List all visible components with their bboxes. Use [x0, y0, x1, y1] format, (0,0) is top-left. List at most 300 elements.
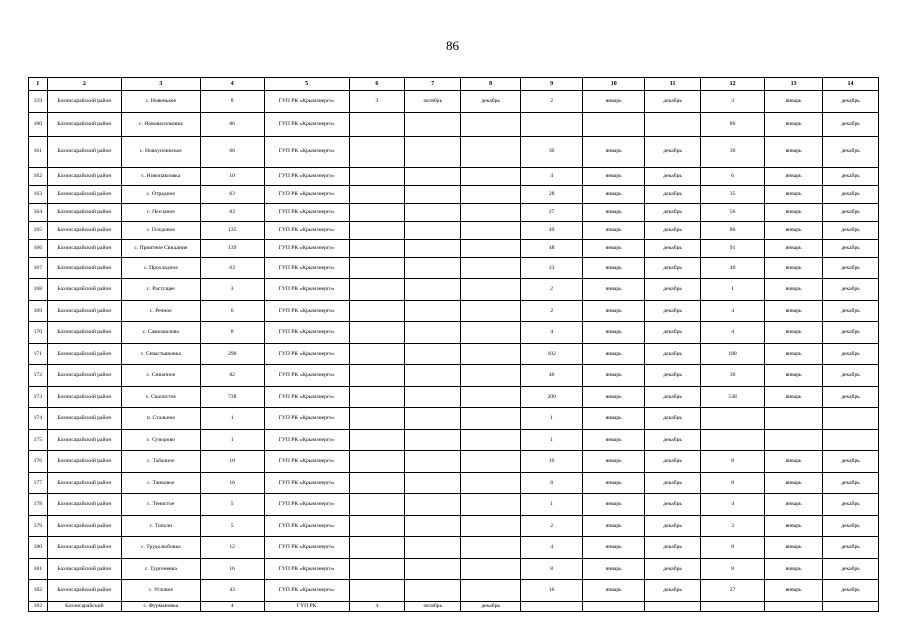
- table-cell: с. Табачное: [122, 451, 201, 473]
- table-cell: декабрь: [823, 386, 879, 408]
- table-cell: январь: [765, 515, 823, 537]
- table-cell: январь: [583, 580, 645, 602]
- table-cell: 12: [200, 537, 264, 559]
- table-cell: декабрь: [645, 91, 701, 113]
- table-cell: декабрь: [645, 451, 701, 473]
- table-cell: Бахчисарайский район: [47, 429, 121, 451]
- table-cell: [349, 580, 405, 602]
- table-cell: 2: [521, 91, 583, 113]
- table-cell: с. Речное: [122, 300, 201, 322]
- table-cell: декабрь: [645, 136, 701, 167]
- table-cell: [405, 322, 461, 344]
- table-cell: 738: [200, 386, 264, 408]
- table-cell: с. Тургеневка: [122, 558, 201, 580]
- table-cell: декабрь: [645, 537, 701, 559]
- table-cell: январь: [765, 537, 823, 559]
- column-header: 4: [200, 78, 264, 91]
- table-row: [29, 386, 879, 408]
- table-cell: [405, 386, 461, 408]
- table-cell: 8: [701, 537, 765, 559]
- table-cell: 4: [701, 322, 765, 344]
- column-header: 5: [264, 78, 349, 91]
- table-cell: ГУП РК «Крымэнерго»: [264, 91, 349, 113]
- table-cell: январь: [583, 365, 645, 387]
- table-cell: 3: [701, 515, 765, 537]
- table-cell: 30: [521, 136, 583, 167]
- table-cell: январь: [765, 221, 823, 239]
- table-cell: декабрь: [461, 91, 521, 113]
- table-cell: ГУП РК «Крымэнерго»: [264, 203, 349, 221]
- table-row: [29, 167, 879, 185]
- table-cell: ГУП РК «Крымэнерго»: [264, 408, 349, 430]
- table-cell: [701, 429, 765, 451]
- table-cell: 135: [200, 221, 264, 239]
- table-cell: январь: [583, 203, 645, 221]
- table-cell: [349, 429, 405, 451]
- table-cell: январь: [765, 112, 823, 136]
- table-cell: 102: [521, 343, 583, 365]
- table-cell: Бахчисарайский район: [47, 515, 121, 537]
- table-cell: 171: [29, 343, 48, 365]
- table-cell: 188: [701, 343, 765, 365]
- table-cell: Бахчисарайский район: [47, 451, 121, 473]
- table-cell: [461, 451, 521, 473]
- table-cell: январь: [583, 515, 645, 537]
- table-cell: 2: [521, 300, 583, 322]
- table-cell: Бахчисарайский район: [47, 365, 121, 387]
- table-cell: декабрь: [823, 494, 879, 516]
- table-cell: декабрь: [823, 136, 879, 167]
- table-cell: 16: [521, 580, 583, 602]
- table-cell: с. Синапное: [122, 365, 201, 387]
- table-cell: 16: [200, 558, 264, 580]
- table-cell: [461, 537, 521, 559]
- table-cell: январь: [583, 185, 645, 203]
- table-row: [29, 300, 879, 322]
- table-cell: с. Песчаное: [122, 203, 201, 221]
- table-cell: декабрь: [645, 203, 701, 221]
- column-header: 6: [349, 78, 405, 91]
- table-cell: [405, 279, 461, 301]
- table-cell: Бахчисарайский район: [47, 112, 121, 136]
- table-row: [29, 451, 879, 473]
- table-cell: п. Стальное: [122, 408, 201, 430]
- table-cell: 180: [29, 537, 48, 559]
- table-cell: декабрь: [823, 472, 879, 494]
- table-cell: 8: [521, 558, 583, 580]
- table-cell: Бахчисарайский район: [47, 136, 121, 167]
- table-cell: январь: [583, 451, 645, 473]
- table-cell: [765, 601, 823, 611]
- table-cell: 4: [521, 167, 583, 185]
- column-header: 12: [701, 78, 765, 91]
- table-cell: с. Приятное Свидание: [122, 239, 201, 257]
- table-cell: с. Танковое: [122, 472, 201, 494]
- table-cell: 160: [29, 112, 48, 136]
- table-cell: [405, 300, 461, 322]
- table-cell: 179: [29, 515, 48, 537]
- table-cell: [349, 257, 405, 279]
- table-cell: [461, 279, 521, 301]
- table-cell: январь: [765, 558, 823, 580]
- table-cell: [461, 239, 521, 257]
- column-header: 9: [521, 78, 583, 91]
- table-cell: 2: [521, 279, 583, 301]
- table-cell: 178: [29, 494, 48, 516]
- table-cell: январь: [765, 279, 823, 301]
- table-cell: с. Новенькое: [122, 91, 201, 113]
- table-cell: январь: [765, 343, 823, 365]
- table-cell: декабрь: [823, 537, 879, 559]
- table-cell: январь: [583, 300, 645, 322]
- table-cell: ГУП РК «Крымэнерго»: [264, 112, 349, 136]
- table-cell: декабрь: [823, 203, 879, 221]
- table-cell: 168: [29, 279, 48, 301]
- column-header: 13: [765, 78, 823, 91]
- table-cell: 170: [29, 322, 48, 344]
- table-cell: [405, 494, 461, 516]
- table-cell: 91: [701, 239, 765, 257]
- table-cell: Бахчисарайский район: [47, 580, 121, 602]
- table-row: [29, 558, 879, 580]
- table-row: [29, 365, 879, 387]
- table-cell: 166: [29, 239, 48, 257]
- table-cell: 8: [521, 472, 583, 494]
- table-cell: ГУП РК «Крымэнерго»: [264, 365, 349, 387]
- table-cell: [701, 601, 765, 611]
- table-cell: ГУП РК «Крымэнерго»: [264, 279, 349, 301]
- table-cell: декабрь: [645, 558, 701, 580]
- table-cell: 27: [521, 203, 583, 221]
- table-cell: декабрь: [823, 322, 879, 344]
- table-cell: декабрь: [823, 257, 879, 279]
- table-cell: декабрь: [645, 472, 701, 494]
- table-cell: [349, 472, 405, 494]
- table-cell: 176: [29, 451, 48, 473]
- table-cell: Бахчисарайский район: [47, 343, 121, 365]
- table-cell: [349, 408, 405, 430]
- column-header: 11: [645, 78, 701, 91]
- table-cell: [349, 494, 405, 516]
- table-cell: [461, 257, 521, 279]
- table-cell: [461, 322, 521, 344]
- table-cell: декабрь: [823, 167, 879, 185]
- table-cell: декабрь: [823, 515, 879, 537]
- table-cell: [461, 136, 521, 167]
- table-cell: [349, 203, 405, 221]
- column-header: 10: [583, 78, 645, 91]
- table-cell: [583, 601, 645, 611]
- table-cell: [349, 300, 405, 322]
- table-cell: 4: [349, 601, 405, 611]
- table-cell: 36: [701, 365, 765, 387]
- table-cell: декабрь: [823, 91, 879, 113]
- table-cell: 3: [200, 279, 264, 301]
- table-cell: 35: [701, 185, 765, 203]
- table-cell: с. Растущее: [122, 279, 201, 301]
- table-cell: 4: [701, 300, 765, 322]
- table-cell: 86: [200, 112, 264, 136]
- table-cell: октябрь: [405, 91, 461, 113]
- table-cell: ГУП РК «Крымэнерго»: [264, 167, 349, 185]
- table-cell: [461, 558, 521, 580]
- table-cell: с. Прохладное: [122, 257, 201, 279]
- column-header: 1: [29, 78, 48, 91]
- table-cell: [349, 221, 405, 239]
- table-row: [29, 515, 879, 537]
- table-cell: Бахчисарайский район: [47, 558, 121, 580]
- table-cell: Бахчисарайский район: [47, 300, 121, 322]
- table-cell: [765, 429, 823, 451]
- table-cell: декабрь: [461, 601, 521, 611]
- table-row: [29, 112, 879, 136]
- table-cell: 63: [200, 257, 264, 279]
- table-cell: ГУП РК «Крымэнерго»: [264, 494, 349, 516]
- table-cell: январь: [765, 136, 823, 167]
- table-cell: 139: [200, 239, 264, 257]
- table-row: [29, 239, 879, 257]
- table-cell: 63: [200, 185, 264, 203]
- table-cell: [349, 322, 405, 344]
- table-cell: 82: [200, 365, 264, 387]
- table-cell: с. Плодовое: [122, 221, 201, 239]
- table-cell: декабрь: [645, 221, 701, 239]
- table-cell: Бахчисарайский район: [47, 91, 121, 113]
- table-cell: 83: [200, 203, 264, 221]
- table-cell: 290: [200, 343, 264, 365]
- table-cell: декабрь: [645, 185, 701, 203]
- table-cell: [583, 112, 645, 136]
- table-cell: 177: [29, 472, 48, 494]
- table-cell: Бахчисарайский: [47, 601, 121, 611]
- table-cell: [405, 408, 461, 430]
- table-cell: [461, 221, 521, 239]
- table-row: [29, 408, 879, 430]
- table-cell: [349, 537, 405, 559]
- table-row: [29, 257, 879, 279]
- table-cell: [405, 365, 461, 387]
- table-cell: 46: [521, 365, 583, 387]
- table-cell: январь: [583, 136, 645, 167]
- table-cell: Бахчисарайский район: [47, 408, 121, 430]
- table-cell: 43: [200, 580, 264, 602]
- table-cell: 27: [701, 580, 765, 602]
- table-cell: 86: [701, 221, 765, 239]
- table-cell: ГУП РК «Крымэнерго»: [264, 136, 349, 167]
- table-cell: январь: [765, 580, 823, 602]
- table-cell: 175: [29, 429, 48, 451]
- table-cell: [405, 257, 461, 279]
- table-cell: ГУП РК «Крымэнерго»: [264, 386, 349, 408]
- table-cell: декабрь: [823, 451, 879, 473]
- table-cell: [461, 203, 521, 221]
- table-cell: ГУП РК «Крымэнерго»: [264, 580, 349, 602]
- column-header: 7: [405, 78, 461, 91]
- table-cell: январь: [583, 167, 645, 185]
- table-cell: 538: [701, 386, 765, 408]
- table-cell: ГУП РК «Крымэнерго»: [264, 343, 349, 365]
- table-cell: январь: [765, 386, 823, 408]
- table-cell: 56: [701, 203, 765, 221]
- table-cell: Бахчисарайский район: [47, 221, 121, 239]
- table-cell: январь: [765, 494, 823, 516]
- table-cell: [823, 601, 879, 611]
- schedule-table: [28, 77, 879, 612]
- table-cell: [405, 429, 461, 451]
- table-cell: 164: [29, 203, 48, 221]
- table-row: [29, 580, 879, 602]
- column-header: 3: [122, 78, 201, 91]
- table-cell: 4: [701, 494, 765, 516]
- table-cell: 4: [521, 537, 583, 559]
- table-cell: декабрь: [645, 429, 701, 451]
- table-cell: январь: [583, 343, 645, 365]
- table-cell: 167: [29, 257, 48, 279]
- table-cell: ГУП РК «Крымэнерго»: [264, 185, 349, 203]
- table-row: [29, 601, 879, 611]
- table-cell: Бахчисарайский район: [47, 494, 121, 516]
- table-cell: [405, 221, 461, 239]
- table-cell: [461, 408, 521, 430]
- table-cell: декабрь: [823, 279, 879, 301]
- table-row: [29, 472, 879, 494]
- table-cell: ГУП РК «Крымэнерго»: [264, 515, 349, 537]
- table-cell: октябрь: [405, 601, 461, 611]
- table-cell: 174: [29, 408, 48, 430]
- table-cell: ГУП РК «Крымэнерго»: [264, 429, 349, 451]
- table-cell: ГУП РК «Крымэнерго»: [264, 300, 349, 322]
- table-cell: 1: [701, 279, 765, 301]
- table-cell: декабрь: [645, 300, 701, 322]
- table-cell: декабрь: [823, 558, 879, 580]
- table-cell: 23: [521, 257, 583, 279]
- table-cell: с. Трудолюбовка: [122, 537, 201, 559]
- table-cell: [349, 185, 405, 203]
- table-cell: [461, 300, 521, 322]
- table-cell: ГУП РК «Крымэнерго»: [264, 257, 349, 279]
- table-cell: декабрь: [645, 322, 701, 344]
- table-cell: [349, 136, 405, 167]
- table-cell: 1: [521, 408, 583, 430]
- table-cell: [349, 386, 405, 408]
- table-cell: 2: [521, 515, 583, 537]
- table-cell: 161: [29, 136, 48, 167]
- column-header: 2: [47, 78, 121, 91]
- table-cell: декабрь: [645, 343, 701, 365]
- table-cell: 8: [200, 91, 264, 113]
- table-row: [29, 91, 879, 113]
- table-cell: [405, 472, 461, 494]
- table-cell: [461, 494, 521, 516]
- table-cell: декабрь: [645, 386, 701, 408]
- table-cell: декабрь: [645, 167, 701, 185]
- table-cell: 16: [200, 472, 264, 494]
- table-cell: декабрь: [823, 239, 879, 257]
- table-cell: 5: [200, 515, 264, 537]
- table-row: [29, 322, 879, 344]
- table-cell: январь: [583, 221, 645, 239]
- table-cell: [405, 515, 461, 537]
- table-cell: 183: [29, 601, 48, 611]
- table-cell: [405, 185, 461, 203]
- table-cell: январь: [765, 167, 823, 185]
- table-cell: январь: [765, 203, 823, 221]
- table-cell: 86: [701, 112, 765, 136]
- table-cell: 200: [521, 386, 583, 408]
- table-cell: январь: [583, 558, 645, 580]
- table-row: [29, 537, 879, 559]
- table-cell: Бахчисарайский район: [47, 386, 121, 408]
- table-cell: декабрь: [645, 365, 701, 387]
- table-row: [29, 185, 879, 203]
- table-cell: [461, 515, 521, 537]
- table-body: [29, 91, 879, 612]
- table-cell: с. Самохвалово: [122, 322, 201, 344]
- table-cell: январь: [765, 300, 823, 322]
- table-cell: 172: [29, 365, 48, 387]
- table-cell: декабрь: [645, 515, 701, 537]
- table-cell: январь: [765, 451, 823, 473]
- table-cell: 8: [701, 451, 765, 473]
- table-cell: 181: [29, 558, 48, 580]
- table-cell: [405, 580, 461, 602]
- table-cell: ГУП РК «Крымэнерго»: [264, 451, 349, 473]
- table-cell: Бахчисарайский район: [47, 167, 121, 185]
- table-cell: 4: [200, 601, 264, 611]
- table-cell: 49: [521, 221, 583, 239]
- table-cell: [461, 112, 521, 136]
- table-cell: [405, 136, 461, 167]
- table-cell: январь: [765, 91, 823, 113]
- table-cell: с. Нововасильевка: [122, 112, 201, 136]
- table-cell: 10: [521, 451, 583, 473]
- column-header: 14: [823, 78, 879, 91]
- table-cell: январь: [583, 386, 645, 408]
- table-cell: декабрь: [823, 580, 879, 602]
- table-cell: с. Тенистое: [122, 494, 201, 516]
- table-cell: январь: [583, 239, 645, 257]
- table-cell: декабрь: [645, 494, 701, 516]
- table-cell: с. Отрадное: [122, 185, 201, 203]
- table-cell: [405, 203, 461, 221]
- table-row: [29, 279, 879, 301]
- table-cell: январь: [765, 472, 823, 494]
- table-cell: декабрь: [645, 257, 701, 279]
- table-cell: с. Новоуплинское: [122, 136, 201, 167]
- table-row: [29, 136, 879, 167]
- table-cell: [349, 365, 405, 387]
- table-cell: [461, 343, 521, 365]
- table-cell: 8: [200, 322, 264, 344]
- table-cell: [405, 167, 461, 185]
- table-cell: [645, 112, 701, 136]
- table-cell: январь: [765, 365, 823, 387]
- table-cell: [349, 239, 405, 257]
- header-row: [29, 78, 879, 91]
- table-cell: Бахчисарайский район: [47, 537, 121, 559]
- table-row: [29, 343, 879, 365]
- table-cell: [349, 343, 405, 365]
- table-cell: 182: [29, 580, 48, 602]
- table-cell: [461, 185, 521, 203]
- table-cell: январь: [583, 472, 645, 494]
- table-cell: [823, 429, 879, 451]
- table-cell: ГУП РК «Крымэнерго»: [264, 537, 349, 559]
- table-cell: 6: [200, 300, 264, 322]
- table-cell: декабрь: [823, 185, 879, 203]
- table-cell: январь: [765, 185, 823, 203]
- table-cell: [823, 408, 879, 430]
